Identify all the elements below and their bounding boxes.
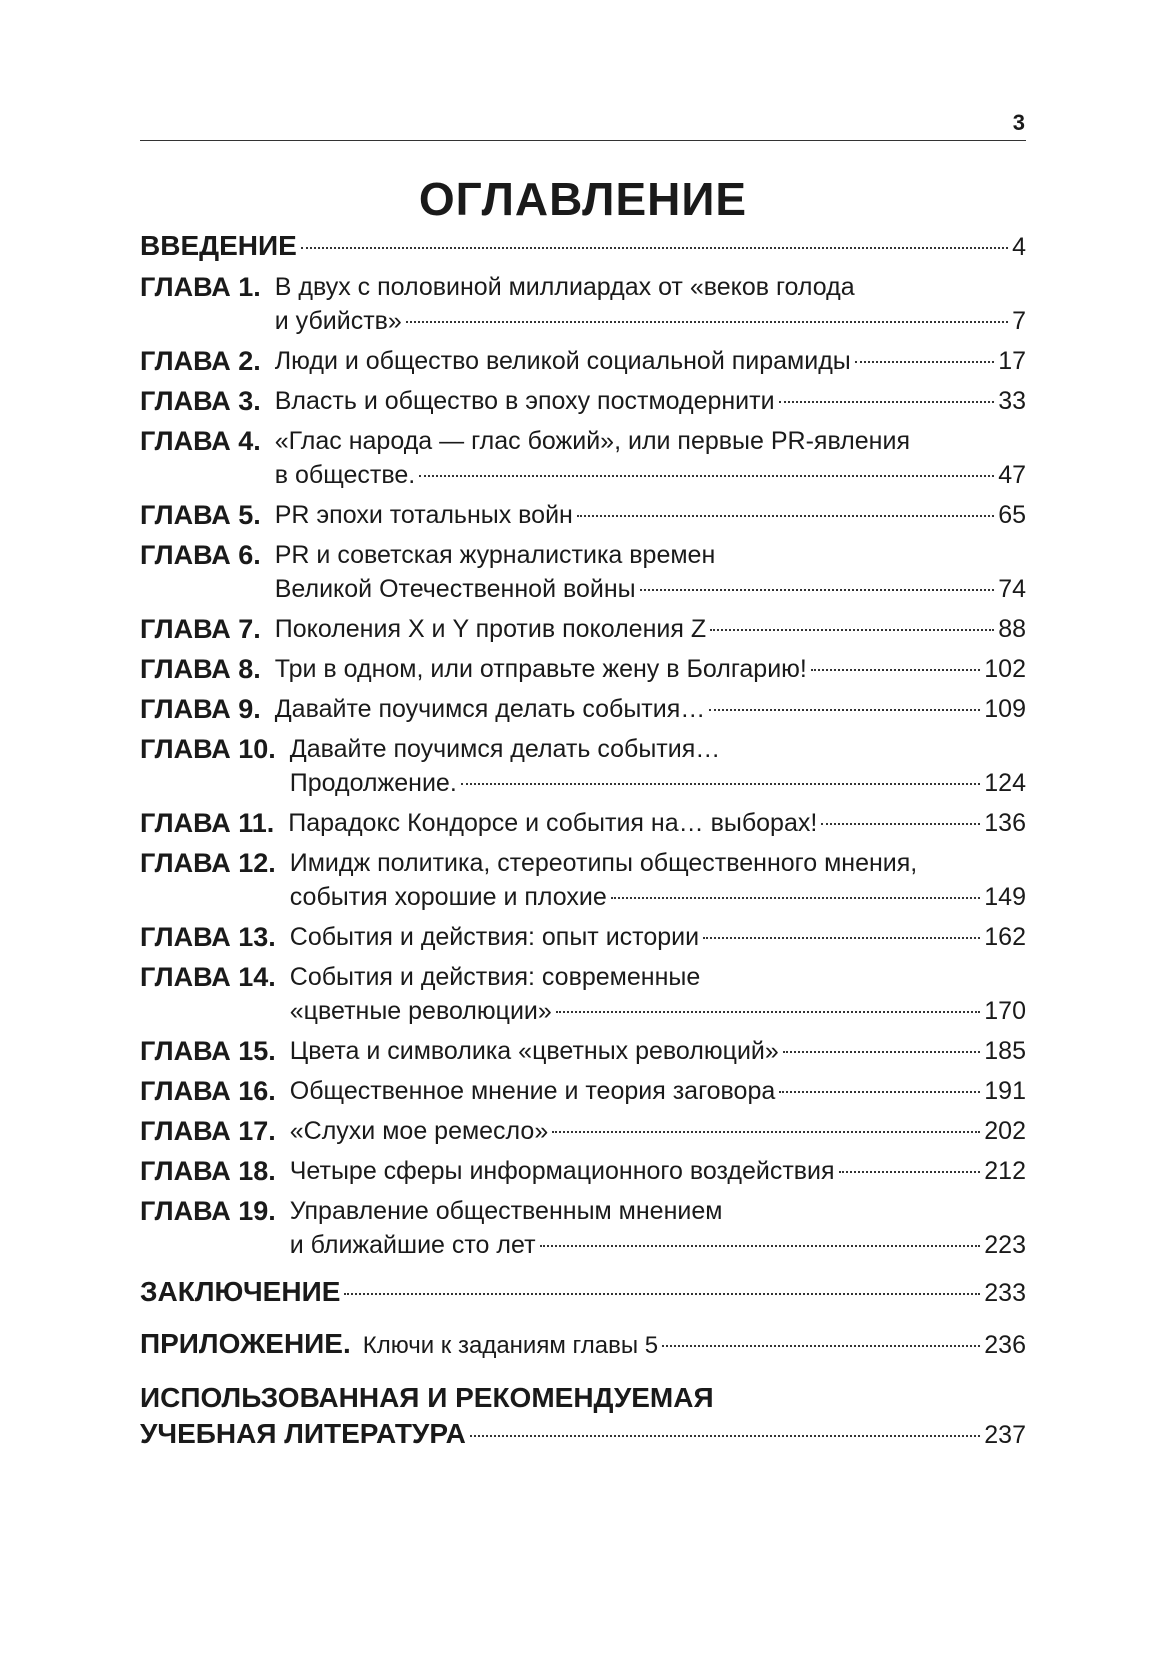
toc-entry-chapter[interactable] xyxy=(140,692,1026,726)
chapter-page: 124 xyxy=(984,769,1026,797)
chapter-label: ГЛАВА 8. xyxy=(140,654,261,684)
toc-entry-chapter[interactable] xyxy=(140,270,1026,338)
chapter-title-line2: события хорошие и плохие xyxy=(289,883,607,911)
chapter-label: ГЛАВА 2. xyxy=(140,346,261,376)
chapter-title-line2: в обществе. xyxy=(274,461,416,489)
chapter-title-line2: «Слухи мое ремесло» xyxy=(289,1117,549,1145)
chapter-title-line2: Люди и общество великой социальной пирамиды xyxy=(274,347,851,375)
page-title: ОГЛАВЛЕНИЕ xyxy=(418,173,748,225)
toc-entry-chapter[interactable] xyxy=(140,806,1026,840)
toc-appendix-page: 236 xyxy=(984,1331,1026,1359)
chapter-title-line2: Продолжение. xyxy=(289,769,457,797)
chapter-title-line1: События и действия: современные xyxy=(289,963,701,991)
toc-entry-chapter[interactable] xyxy=(140,424,1026,492)
chapter-page: 65 xyxy=(998,501,1026,529)
toc-entry-intro[interactable] xyxy=(140,228,1026,264)
toc-entry-chapter[interactable] xyxy=(140,1074,1026,1108)
toc-entry-chapter[interactable] xyxy=(140,846,1026,914)
chapter-label: ГЛАВА 15. xyxy=(140,1036,276,1066)
chapter-title-line2: Четыре сферы информационного воздействия xyxy=(289,1157,835,1185)
chapter-page: 102 xyxy=(984,655,1026,683)
toc-leader-dots xyxy=(821,823,980,825)
toc-entry-literature[interactable] xyxy=(140,1380,1026,1452)
chapter-title-line2: Великой Отечественной войны xyxy=(274,575,636,603)
chapter-page: 74 xyxy=(998,575,1026,603)
chapter-page: 185 xyxy=(984,1037,1026,1065)
toc-leader-dots xyxy=(577,515,994,517)
chapter-title-line2: События и действия: опыт истории xyxy=(289,923,700,951)
chapter-title-line2: PR эпохи тотальных войн xyxy=(274,501,573,529)
chapter-title-line2: Общественное мнение и теория заговора xyxy=(289,1077,776,1105)
toc-leader-dots xyxy=(344,1293,980,1295)
toc-entry-chapter[interactable] xyxy=(140,612,1026,646)
chapter-page: 47 xyxy=(998,461,1026,489)
toc-leader-dots xyxy=(662,1345,980,1347)
chapter-label: ГЛАВА 9. xyxy=(140,694,261,724)
chapter-page: 162 xyxy=(984,923,1026,951)
header-rule xyxy=(140,140,1026,141)
toc-entry-chapter[interactable] xyxy=(140,1034,1026,1068)
toc-literature-line2: УЧЕБНАЯ ЛИТЕРАТУРА xyxy=(140,1418,466,1449)
toc-leader-dots xyxy=(556,1011,980,1013)
toc-leader-dots xyxy=(710,629,994,631)
chapter-label: ГЛАВА 3. xyxy=(140,386,261,416)
chapter-title-line1: «Глас народа — глас божий», или первые PR-явления xyxy=(274,427,910,455)
chapter-page: 191 xyxy=(984,1077,1026,1105)
toc-intro-page: 4 xyxy=(1012,233,1026,261)
toc-leader-dots xyxy=(640,589,995,591)
toc-leader-dots xyxy=(839,1171,981,1173)
chapter-title-line2: Поколения X и Y против поколения Z xyxy=(274,615,707,643)
chapter-label: ГЛАВА 16. xyxy=(140,1076,276,1106)
chapter-label: ГЛАВА 7. xyxy=(140,614,261,644)
toc-leader-dots xyxy=(703,937,980,939)
toc-entry-chapter[interactable] xyxy=(140,920,1026,954)
toc-leader-dots xyxy=(470,1435,980,1437)
toc-entry-chapter[interactable] xyxy=(140,384,1026,418)
toc-appendix-label: ПРИЛОЖЕНИЕ. xyxy=(140,1328,351,1359)
chapter-page: 149 xyxy=(984,883,1026,911)
toc-leader-dots xyxy=(406,321,1008,323)
chapter-title-line2: и ближайшие сто лет xyxy=(289,1231,536,1259)
toc-conclusion-page: 233 xyxy=(984,1279,1026,1307)
toc-leader-dots xyxy=(552,1131,980,1133)
toc-intro-label: ВВЕДЕНИЕ xyxy=(140,230,297,261)
toc-leader-dots xyxy=(709,709,980,711)
toc-leader-dots xyxy=(855,361,994,363)
chapter-title-line2: Власть и общество в эпоху постмодернити xyxy=(274,387,775,415)
toc-leader-dots xyxy=(779,401,995,403)
chapter-title-line2: «цветные революции» xyxy=(289,997,552,1025)
chapter-label: ГЛАВА 10. xyxy=(140,734,276,764)
chapter-label: ГЛАВА 1. xyxy=(140,272,261,302)
toc-entry-chapter[interactable] xyxy=(140,1114,1026,1148)
chapter-title-line2: Давайте поучимся делать события… xyxy=(274,695,706,723)
chapter-page: 170 xyxy=(984,997,1026,1025)
toc-entry-appendix[interactable] xyxy=(140,1326,1026,1362)
toc-leader-dots xyxy=(779,1091,980,1093)
chapter-page: 223 xyxy=(984,1231,1026,1259)
chapter-title-line1: PR и советская журналистика времен xyxy=(274,541,716,569)
chapter-page: 88 xyxy=(998,615,1026,643)
chapter-label: ГЛАВА 12. xyxy=(140,848,276,878)
chapter-label: ГЛАВА 11. xyxy=(140,808,275,838)
page-number: 3 xyxy=(1012,110,1025,135)
chapter-label: ГЛАВА 6. xyxy=(140,540,261,570)
chapter-title-line1: Имидж политика, стереотипы общественного мнения, xyxy=(289,849,918,877)
chapter-page: 109 xyxy=(984,695,1026,723)
chapter-page: 33 xyxy=(998,387,1026,415)
chapter-title-line2: Три в одном, или отправьте жену в Болгарию! xyxy=(274,655,807,683)
chapter-title-line1: В двух с половиной миллиардах от «веков голода xyxy=(274,273,855,301)
toc-entry-chapter[interactable] xyxy=(140,960,1026,1028)
toc-conclusion-label: ЗАКЛЮЧЕНИЕ xyxy=(140,1276,341,1307)
toc-literature-page: 237 xyxy=(984,1421,1026,1449)
toc-leader-dots xyxy=(783,1051,981,1053)
chapter-title-line1: Управление общественным мнением xyxy=(289,1197,723,1225)
chapter-page: 136 xyxy=(984,809,1026,837)
toc-literature-line1: ИСПОЛЬЗОВАННАЯ И РЕКОМЕНДУЕМАЯ xyxy=(140,1382,714,1413)
toc-leader-dots xyxy=(419,475,994,477)
chapter-page: 7 xyxy=(1012,307,1026,335)
chapter-page: 17 xyxy=(998,347,1026,375)
chapter-label: ГЛАВА 17. xyxy=(140,1116,276,1146)
toc-leader-dots xyxy=(811,669,980,671)
chapter-label: ГЛАВА 14. xyxy=(140,962,276,992)
toc-entry-chapter[interactable] xyxy=(140,1154,1026,1188)
chapter-title-line1: Давайте поучимся делать события… xyxy=(289,735,721,763)
toc-entry-chapter[interactable] xyxy=(140,498,1026,532)
chapter-label: ГЛАВА 13. xyxy=(140,922,276,952)
table-of-contents xyxy=(140,228,1026,1452)
toc-leader-dots xyxy=(301,247,1008,249)
chapter-page: 212 xyxy=(984,1157,1026,1185)
chapter-title-line2: Парадокс Кондорсе и события на… выборах! xyxy=(288,809,818,837)
toc-appendix-text: Ключи к заданиям главы 5 xyxy=(362,1332,659,1359)
chapter-label: ГЛАВА 18. xyxy=(140,1156,276,1186)
toc-entry-conclusion[interactable] xyxy=(140,1274,1026,1310)
toc-entry-chapter[interactable] xyxy=(140,732,1026,800)
toc-entry-chapter[interactable] xyxy=(140,652,1026,686)
toc-entry-chapter[interactable] xyxy=(140,1194,1026,1262)
toc-leader-dots xyxy=(611,897,981,899)
toc-leader-dots xyxy=(540,1245,981,1247)
toc-leader-dots xyxy=(461,783,981,785)
chapter-label: ГЛАВА 5. xyxy=(140,500,261,530)
chapter-title-line2: Цвета и символика «цветных революций» xyxy=(289,1037,779,1065)
toc-entry-chapter[interactable] xyxy=(140,538,1026,606)
toc-entry-chapter[interactable] xyxy=(140,344,1026,378)
chapter-list xyxy=(140,270,1026,1262)
chapter-label: ГЛАВА 19. xyxy=(140,1196,276,1226)
chapter-label: ГЛАВА 4. xyxy=(140,426,261,456)
chapter-page: 202 xyxy=(984,1117,1026,1145)
chapter-title-line2: и убийств» xyxy=(274,307,402,335)
